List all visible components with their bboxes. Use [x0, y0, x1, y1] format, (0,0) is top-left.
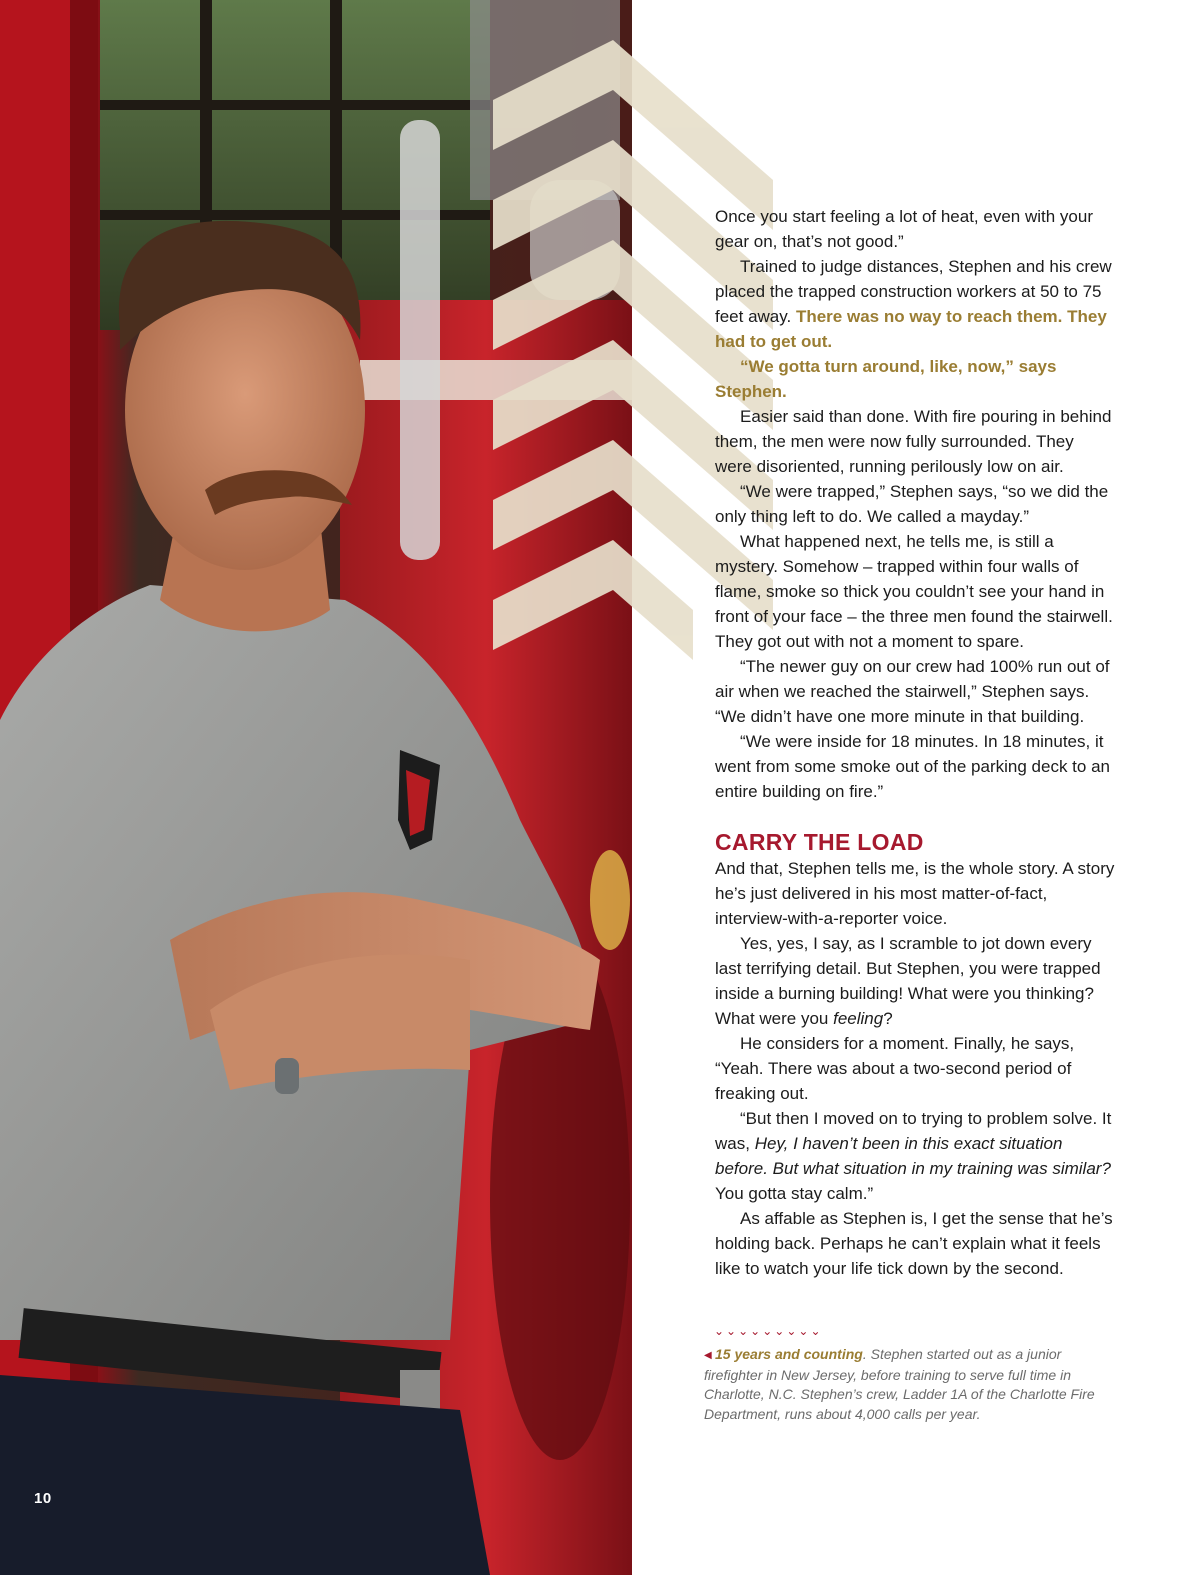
article-body: [715, 204, 1115, 1281]
highlight-quote: “We gotta turn around, like, now,” says Stephen.: [715, 357, 1057, 401]
caption-divider: [714, 1322, 824, 1338]
paragraph: [715, 931, 1115, 1031]
paragraph: [715, 254, 1115, 354]
italic-text: feeling: [833, 1009, 884, 1028]
paragraph: As affable as Stephen is, I get the sense that he’s holding back. Perhaps he can’t explain what it feels like to watch your life tick down by the second.: [715, 1209, 1113, 1278]
page-number: 10: [34, 1490, 52, 1507]
photo-caption: [704, 1345, 1104, 1424]
paragraph: [715, 1106, 1115, 1206]
highlight-text: There was no way to reach them. They had to get out.: [715, 307, 1107, 351]
paragraph: Easier said than done. With fire pouring in behind them, the men were now fully surrounded. They were disoriented, running perilously low on air.: [715, 407, 1112, 476]
left-triangle-icon: ◀: [704, 1350, 712, 1361]
paragraph-text: “But then I moved on to trying to problem solve. It was,: [715, 1109, 1112, 1153]
paragraph: “The newer guy on our crew had 100% run out of air when we reached the stairwell,” Stephen says. “We didn’t have one more minute in that building.: [715, 657, 1110, 726]
caption-text: . Stephen started out as a junior firefighter in New Jersey, before training to serve full time in Charlotte, N.C. Stephen’s crew, Ladder 1A of the Charlotte Fire Department, runs about 4,000 calls per year.: [704, 1346, 1095, 1422]
paragraph-text: Trained to judge distances, Stephen and his crew placed the trapped construction workers at 50 to 75 feet away.: [715, 257, 1112, 326]
caption-lead: 15 years and counting: [715, 1346, 863, 1362]
caption-divider-glyphs: ⌄⌄⌄⌄⌄⌄⌄⌄⌄: [714, 1324, 823, 1338]
paragraph-text: You gotta stay calm.”: [715, 1184, 874, 1203]
italic-text: Hey, I haven’t been in this exact situation before. But what situation in my training was similar?: [715, 1134, 1111, 1178]
paragraph: He considers for a moment. Finally, he says, “Yeah. There was about a two-second period of freaking out.: [715, 1034, 1075, 1103]
section-heading: CARRY THE LOAD: [715, 829, 924, 855]
paragraph: “We were inside for 18 minutes. In 18 minutes, it went from some smoke out of the parking deck to an entire building on fire.”: [715, 732, 1110, 801]
paragraph: Once you start feeling a lot of heat, even with your gear on, that’s not good.”: [715, 207, 1093, 251]
paragraph: “We were trapped,” Stephen says, “so we did the only thing left to do. We called a mayday.”: [715, 482, 1109, 526]
paragraph: And that, Stephen tells me, is the whole story. A story he’s just delivered in his most matter-of-fact, interview-with-a-reporter voice.: [715, 859, 1115, 928]
paragraph-text: Yes, yes, I say, as I scramble to jot down every last terrifying detail. But Stephen, you were trapped inside a burning building! What were you thinking? What were you: [715, 934, 1101, 1028]
paragraph-text: ?: [883, 1009, 893, 1028]
paragraph: What happened next, he tells me, is still a mystery. Somehow – trapped within four walls of flame, smoke so thick you couldn’t see your hand in front of your face – the three men found the stairwell. They got out with not a moment to spare.: [715, 532, 1113, 651]
